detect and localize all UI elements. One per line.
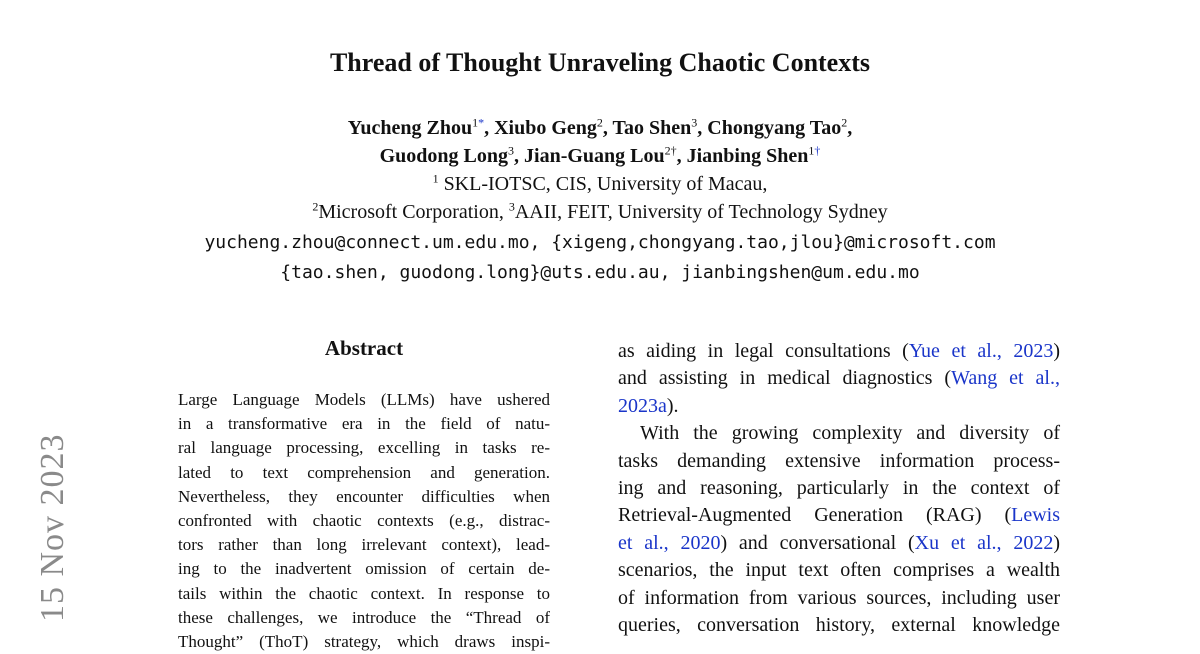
abstract-line: Thought” (ThoT) strategy, which draws inspi- <box>178 631 550 651</box>
body-text: ) <box>1053 340 1060 362</box>
abstract-line: Large Language Models (LLMs) have ushered <box>178 390 550 409</box>
abstract-line: tors rather than long irrelevant context), lead- <box>178 535 550 555</box>
author-name: Yucheng Zhou <box>347 117 473 139</box>
body-line: ing and reasoning, particularly in the context of <box>618 476 1060 499</box>
abstract-line: lated to text comprehension and generation. <box>178 462 550 482</box>
body-line: scenarios, the input text often comprises a wealth <box>618 559 1060 582</box>
affiliation-mark: 3 <box>508 143 515 158</box>
author-line-1: Yucheng Zhou$^{1*}$, Xiubo Geng$^2$, Tao Shen$^3$, Chongyang Tao$^2$, <box>347 115 853 139</box>
abstract-text <box>178 388 550 654</box>
body-text: Retrieval-Augmented Generation (RAG) ( <box>618 504 1012 527</box>
affiliation-text: Microsoft Corporation, <box>318 201 509 223</box>
affiliation-mark: 1 <box>432 171 439 186</box>
email-addresses <box>0 228 1200 288</box>
intro-text <box>618 338 1060 639</box>
footnote-link[interactable]: * <box>478 115 485 130</box>
affiliation-mark: 2 <box>596 115 603 130</box>
body-text: as aiding in legal consultations ( <box>618 340 909 362</box>
body-line <box>618 502 1060 529</box>
author-line-2: Guodong Long$^3$, Jian-Guang Lou$^{2\dagger}$, Jianbing Shen$^{1\dagger}$ <box>379 143 821 167</box>
body-line: With the growing complexity and diversity of <box>640 422 1060 445</box>
author-name: Jianbing Shen <box>686 145 809 167</box>
arxiv-date-stamp <box>28 408 78 638</box>
author-name: Tao Shen <box>612 117 692 139</box>
affiliation-text: AAII, FEIT, University of Technology Sydney <box>514 201 888 223</box>
author-list <box>0 114 1200 170</box>
body-line <box>618 530 1060 557</box>
abstract-line: confronted with chaotic contexts (e.g., distrac- <box>178 510 550 530</box>
abstract-line: tails within the chaotic context. In response to <box>178 583 550 603</box>
abstract-heading: Abstract <box>324 336 404 360</box>
body-line <box>618 365 1060 392</box>
affiliation-line-2 <box>0 198 1200 226</box>
abstract-line: in a transformative era in the field of natu- <box>178 414 550 434</box>
citation-link[interactable]: Xu et al., 2022 <box>914 531 1054 554</box>
affiliation-mark: 1 <box>808 143 815 158</box>
body-line <box>618 338 1060 365</box>
body-text: and assisting in medical diagnostics ( <box>618 367 952 390</box>
footnote-link[interactable]: † <box>814 143 821 158</box>
abstract-line: ing to the inadvertent omission of certain de- <box>178 559 550 579</box>
abstract-line: these challenges, we introduce the “Thread of <box>178 607 550 627</box>
author-name: Guodong Long <box>379 145 509 167</box>
affiliation-mark: 2 <box>312 199 319 214</box>
body-line <box>618 393 1060 420</box>
author-name: Jian-Guang Lou <box>524 145 665 167</box>
body-text: ). <box>666 394 679 417</box>
body-text: ) and conversational ( <box>720 531 915 554</box>
citation-link[interactable]: et al., 2020 <box>618 531 721 554</box>
abstract-line: Nevertheless, they encounter difficulties when <box>178 486 550 506</box>
arxiv-date-text: 15 Nov 2023 <box>34 433 71 622</box>
body-text: ) <box>1053 531 1060 554</box>
citation-link[interactable]: 2023a <box>618 394 667 417</box>
body-line: queries, conversation history, external knowledge <box>618 613 1060 636</box>
affiliation-mark: 2 <box>841 115 848 130</box>
affiliations <box>0 170 1200 226</box>
paper-title: Thread of Thought Unraveling Chaotic Contexts <box>329 48 871 77</box>
author-name: Chongyang Tao <box>707 117 842 139</box>
affiliation-mark: 2† <box>664 143 677 158</box>
citation-link[interactable]: Yue et al., 2023 <box>908 340 1054 362</box>
affiliation-text: SKL-IOTSC, CIS, University of Macau, <box>443 173 768 195</box>
affiliation-mark: 3 <box>508 199 515 214</box>
affiliation-mark: 3 <box>691 115 698 130</box>
affiliation-mark: 1 <box>472 115 479 130</box>
body-line: of information from various sources, including user <box>618 586 1060 609</box>
abstract-line: ral language processing, excelling in tasks re- <box>178 438 550 458</box>
citation-link[interactable]: Lewis <box>1011 504 1060 527</box>
author-name: Xiubo Geng <box>494 117 597 139</box>
affiliation-line-1 <box>0 170 1200 198</box>
email-line: yucheng.zhou@connect.um.edu.mo, {xigeng,chongyang.tao,jlou}@microsoft.com <box>204 232 996 253</box>
body-line: tasks demanding extensive information process- <box>618 449 1060 472</box>
email-line: {tao.shen, guodong.long}@uts.edu.au, jianbingshen@um.edu.mo <box>280 262 920 283</box>
citation-link[interactable]: Wang et al., <box>951 367 1060 390</box>
